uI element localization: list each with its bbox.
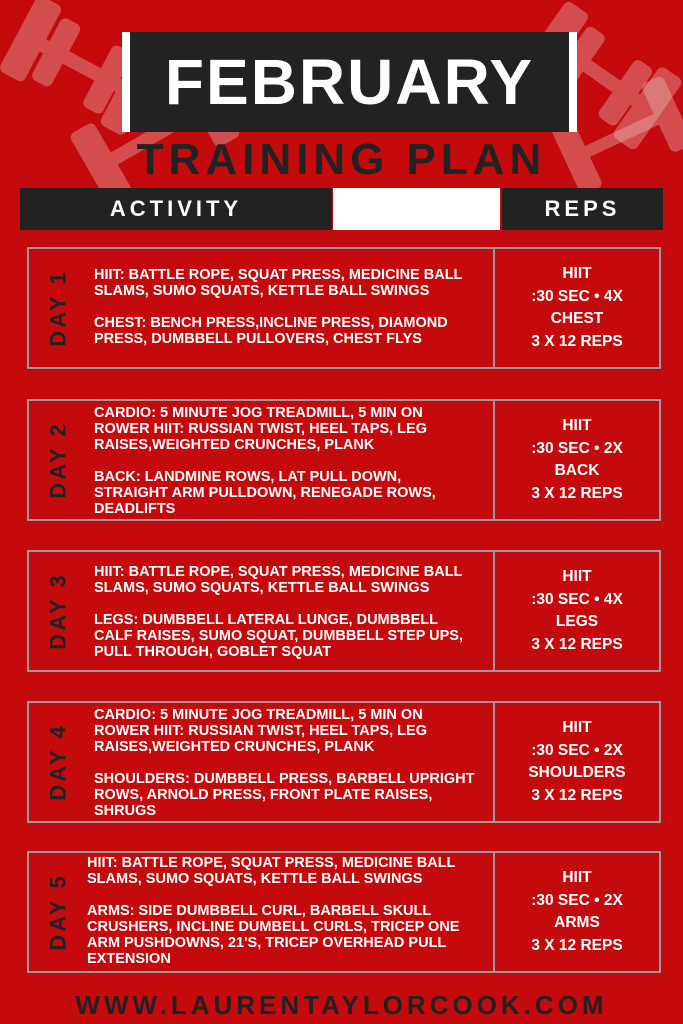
activity-cell: [27, 550, 495, 672]
day-row-1: [27, 247, 661, 369]
header-reps: [502, 188, 663, 230]
header-activity-label: ACTIVITY: [109, 196, 243, 221]
activity-line: HIIT: BATTLE ROPE, SQUAT PRESS, MEDICINE BALL SLAMS, SUMO SQUATS, KETTLE BALL SWINGS: [94, 564, 463, 596]
day-label: DAY 3: [46, 572, 72, 650]
reps-line: 3 X 12 REPS: [531, 786, 623, 804]
activity-text: [94, 564, 479, 660]
activity-line: HIIT: BATTLE ROPE, SQUAT PRESS, MEDICINE BALL SLAMS, SUMO SQUATS, KETTLE BALL SWINGS: [94, 267, 463, 299]
reps-line: :30 SEC • 4X: [531, 287, 623, 305]
activity-cell: [27, 851, 495, 973]
day-row-4: [27, 701, 661, 823]
reps-line: 3 X 12 REPS: [531, 484, 623, 502]
reps-cell: [493, 247, 661, 369]
activity-text: [87, 855, 479, 967]
header-divider-white: [333, 188, 500, 230]
reps-line: SHOULDERS: [528, 764, 626, 781]
day-label: DAY 4: [46, 723, 72, 801]
reps-line: 3 X 12 REPS: [531, 332, 623, 350]
reps-cell: [493, 851, 661, 973]
activity-line: HIIT: BATTLE ROPE, SQUAT PRESS, MEDICINE BALL SLAMS, SUMO SQUATS, KETTLE BALL SWINGS: [87, 855, 456, 887]
activity-line: CARDIO: 5 MINUTE JOG TREADMILL, 5 MIN ON ROWER HIIT: RUSSIAN TWIST, HEEL TAPS, LEG RAISES,WEIGHTED CRUNCHES, PLANK: [94, 707, 427, 755]
reps-cell: [493, 399, 661, 521]
day-row-5: [27, 851, 661, 973]
reps-line: :30 SEC • 2X: [531, 891, 623, 909]
reps-line: HIIT: [562, 719, 592, 736]
reps-line: :30 SEC • 2X: [531, 439, 623, 457]
reps-line: LEGS: [555, 613, 599, 630]
reps-line: ARMS: [554, 914, 600, 931]
day-row-2: [27, 399, 661, 521]
reps-cell: [493, 701, 661, 823]
day-row-3: [27, 550, 661, 672]
reps-cell: [493, 550, 661, 672]
reps-line: HIIT: [562, 568, 592, 585]
page-title: FEBRUARY: [164, 46, 535, 118]
reps-line: HIIT: [562, 265, 592, 282]
activity-text: [94, 267, 479, 347]
activity-cell: [27, 701, 495, 823]
day-label: DAY 5: [46, 873, 72, 951]
activity-line: BACK: LANDMINE ROWS, LAT PULL DOWN, STRAIGHT ARM PULLDOWN, RENEGADE ROWS, DEADLIFTS: [94, 469, 436, 517]
activity-text: [94, 707, 479, 819]
activity-line: LEGS: DUMBBELL LATERAL LUNGE, DUMBBELL CALF RAISES, SUMO SQUAT, DUMBBELL STEP UPS, PULL THROUGH, GOBLET SQUAT: [94, 612, 463, 660]
reps-line: 3 X 12 REPS: [531, 635, 623, 653]
activity-text: [94, 405, 479, 517]
reps-line: HIIT: [562, 869, 592, 886]
activity-line: CHEST: BENCH PRESS,INCLINE PRESS, DIAMOND PRESS, DUMBBELL PULLOVERS, CHEST FLYS: [94, 315, 448, 347]
activity-line: SHOULDERS: DUMBBELL PRESS, BARBELL UPRIGHT ROWS, ARNOLD PRESS, FRONT PLATE RAISES, SHRUGS: [94, 771, 475, 819]
activity-line: CARDIO: 5 MINUTE JOG TREADMILL, 5 MIN ON ROWER HIIT: RUSSIAN TWIST, HEEL TAPS, LEG RAISES,WEIGHTED CRUNCHES, PLANK: [94, 405, 427, 453]
reps-line: CHEST: [550, 310, 604, 327]
reps-line: 3 X 12 REPS: [531, 936, 623, 954]
website-link[interactable]: WWW.LAURENTAYLORCOOK.COM: [75, 990, 608, 1020]
day-label: DAY 2: [46, 421, 72, 499]
reps-line: :30 SEC • 2X: [531, 741, 623, 759]
activity-cell: [27, 399, 495, 521]
header-reps-label: REPS: [544, 196, 621, 221]
activity-line: ARMS: SIDE DUMBBELL CURL, BARBELL SKULL CRUSHERS, INCLINE DUMBELL CURLS, TRICEP ONE ARM PUSHDOWNS, 21'S, TRICEP OVERHEAD PULL EXTENSION: [87, 903, 460, 967]
reps-line: :30 SEC • 4X: [531, 590, 623, 608]
activity-cell: [27, 247, 495, 369]
day-label: DAY 1: [46, 269, 72, 347]
title-banner: [122, 32, 577, 132]
header-activity: [20, 188, 332, 230]
reps-line: HIIT: [562, 417, 592, 434]
page-subtitle: TRAINING PLAN: [136, 135, 547, 184]
reps-line: BACK: [554, 462, 600, 479]
